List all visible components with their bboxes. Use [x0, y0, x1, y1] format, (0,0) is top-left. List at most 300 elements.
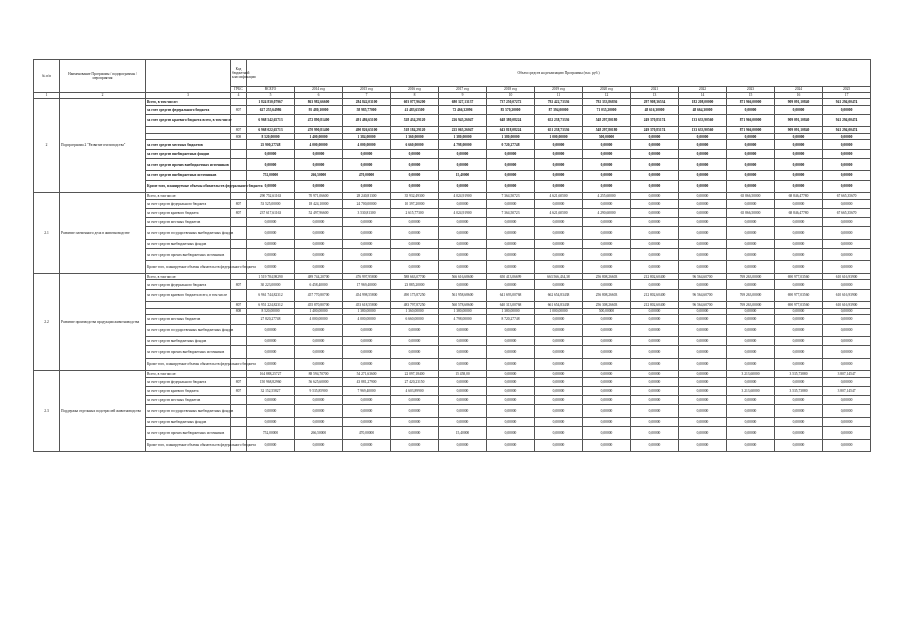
year-value: 48 616,30000 — [631, 105, 679, 114]
year-value: 0,00000 — [727, 346, 775, 359]
year-value: 500,00000 — [583, 308, 631, 315]
year-value: 0,00000 — [583, 405, 631, 418]
year-value: 0,00000 — [631, 227, 679, 240]
year-value: 0,00000 — [343, 149, 391, 158]
year-value: 0,00000 — [295, 227, 343, 240]
column-number: 3 — [146, 93, 231, 99]
year-value: 0,00000 — [727, 149, 775, 158]
year-value: 680 327,13137 — [439, 99, 487, 106]
year-value: 0,00000 — [679, 358, 727, 371]
year-value: 0,00000 — [583, 261, 631, 274]
year-value: 0,00000 — [487, 199, 535, 208]
funding-source — [146, 308, 231, 315]
year-value: 0,00000 — [679, 180, 727, 193]
year-value: 22 097,18400 — [391, 371, 439, 378]
funding-source — [146, 302, 231, 309]
total-value: 290 752,61163 — [247, 193, 295, 200]
total-value: 150 968,82960 — [247, 377, 295, 386]
funding-source: за счет средств прочих внебюджетных источников — [146, 346, 231, 359]
funding-source: за счет средств местных бюджетов — [146, 315, 231, 324]
year-value: 68 846,47780 — [775, 193, 823, 200]
grbs-code — [231, 171, 247, 180]
year-value: 1 400,00000 — [295, 308, 343, 315]
year-value: 470,00000 — [343, 427, 391, 440]
funding-source: за счет средств прочих внебюджетных источников — [146, 427, 231, 440]
year-value: 0,00000 — [487, 180, 535, 193]
grbs-code: 807 — [231, 127, 247, 134]
year-value: 0,00000 — [631, 208, 679, 217]
funding-source: за счет средств местных бюджетов — [146, 140, 231, 149]
year-value: 0,00000 — [391, 427, 439, 440]
year-value: 212 802,60400 — [631, 273, 679, 280]
year-value: 0,00000 — [727, 439, 775, 452]
table-row — [34, 427, 871, 440]
year-value: 71 035,20000 — [583, 105, 631, 114]
year-value: 0,00000 — [295, 218, 343, 227]
funding-source: за счет средств внебюджетных фондов — [146, 417, 231, 426]
column-number: 12 — [583, 93, 631, 99]
year-value: 0,00000 — [583, 396, 631, 405]
year-value: 483 797,87250 — [391, 302, 439, 309]
total-value: 32 152,55827 — [247, 387, 295, 396]
year-value: 610 616,93900 — [823, 273, 871, 280]
year-value: 0,00000 — [823, 405, 871, 418]
year-value: 3 535,73880 — [775, 371, 823, 378]
table-row — [34, 133, 871, 140]
year-value: 6 458,40000 — [295, 280, 343, 289]
year-value: 1 000,00000 — [535, 133, 583, 140]
year-value: 0,00000 — [775, 158, 823, 171]
year-value: 3 535,73880 — [775, 387, 823, 396]
grbs-code — [231, 114, 247, 127]
year-value: 871 966,00000 — [727, 99, 775, 106]
column-number: 14 — [679, 93, 727, 99]
table-row — [34, 199, 871, 208]
year-value: 0,00000 — [295, 248, 343, 261]
year-value: 769 263,00000 — [727, 273, 775, 280]
year-value: 15,40000 — [439, 427, 487, 440]
year-value: 470,00000 — [343, 171, 391, 180]
funding-source: за счет средств краевого бюджета — [146, 208, 231, 217]
total-value: 0,00000 — [247, 358, 295, 371]
total-value: 6 968 542,65713 — [247, 114, 295, 127]
year-value: 0,00000 — [679, 261, 727, 274]
year-value: 88 594,70700 — [295, 371, 343, 378]
year-value: 249 370,85174 — [631, 127, 679, 134]
year-value: 0,00000 — [679, 377, 727, 386]
year-value: 284 842,03100 — [343, 99, 391, 106]
year-value: 0,00000 — [439, 439, 487, 452]
year-value: 0,00000 — [631, 140, 679, 149]
year-value: 0,00000 — [775, 140, 823, 149]
grbs-code: 807 — [231, 105, 247, 114]
year-value: 0,00000 — [487, 324, 535, 337]
year-value: 133 633,90560 — [679, 127, 727, 134]
year-value: 0,00000 — [775, 218, 823, 227]
year-value: 489 744,20700 — [295, 273, 343, 280]
year-value: 0,00000 — [631, 158, 679, 171]
header-year: 2014 год — [295, 87, 343, 93]
year-value: 0,00000 — [535, 315, 583, 324]
funding-source: Кроме того, планируемые объемы обязательств федерального бюджета — [146, 261, 231, 274]
year-value: 4 603,89900 — [391, 387, 439, 396]
year-value: 871 966,00000 — [727, 114, 775, 127]
grbs-code — [231, 396, 247, 405]
total-value: 8 520,00000 — [247, 308, 295, 315]
year-value: 212 802,60400 — [631, 302, 679, 309]
year-value: 4 024,91900 — [439, 208, 487, 217]
header-code: Код бюджетной классификации — [231, 60, 247, 87]
year-value: 0,00000 — [631, 193, 679, 200]
year-value: 0,00000 — [631, 405, 679, 418]
year-value: 0,00000 — [487, 371, 535, 378]
year-value: 0,00000 — [487, 358, 535, 371]
year-value: 0,00000 — [823, 149, 871, 158]
year-value: 226 945,26047 — [439, 114, 487, 127]
grbs-code — [231, 149, 247, 158]
year-value: 0,00000 — [775, 308, 823, 315]
grbs-code: 807 — [231, 387, 247, 396]
year-value: 24 700,00000 — [343, 199, 391, 208]
year-value: 909 091,10840 — [775, 127, 823, 134]
row-index: 2.1 — [34, 193, 60, 274]
row-index: 2.2 — [34, 273, 60, 370]
year-value: 0,00000 — [583, 387, 631, 396]
year-value: 0,00000 — [439, 324, 487, 337]
year-value: 0,00000 — [487, 387, 535, 396]
year-value: 4 000,00000 — [343, 140, 391, 149]
year-value: 0,00000 — [679, 193, 727, 200]
year-value: 0,00000 — [823, 396, 871, 405]
year-value: 0,00000 — [535, 427, 583, 440]
total-value: 1 824 830,07967 — [247, 99, 295, 106]
year-value: 0,00000 — [775, 171, 823, 180]
header-year: 2019 год — [535, 87, 583, 93]
funding-source: за счет средств внебюджетных фондов — [146, 239, 231, 248]
funding-source: за счет средств государственных внебюджетных фондов — [146, 227, 231, 240]
header-year: 2020 год — [583, 87, 631, 93]
funding-source: за счет средств внебюджетных источников — [146, 171, 231, 180]
year-value: 641 693,00768 — [487, 289, 535, 302]
year-value: 0,00000 — [583, 315, 631, 324]
grbs-code — [231, 346, 247, 359]
table-row — [34, 218, 871, 227]
year-value: 0,00000 — [679, 308, 727, 315]
column-number: 13 — [631, 93, 679, 99]
year-value: 0,00000 — [823, 417, 871, 426]
year-value: 457 770,80700 — [295, 289, 343, 302]
header-year: 2021 — [631, 87, 679, 93]
year-value: 0,00000 — [535, 337, 583, 346]
year-value: 0,00000 — [631, 133, 679, 140]
year-value: 256 808,26603 — [583, 273, 631, 280]
year-value: 0,00000 — [535, 248, 583, 261]
grbs-code — [231, 337, 247, 346]
year-value: 0,00000 — [535, 218, 583, 227]
total-value: 0,00000 — [247, 158, 295, 171]
year-value: 0,00000 — [583, 199, 631, 208]
year-value: 470 990,81400 — [295, 127, 343, 134]
year-value: 650 413,06699 — [487, 273, 535, 280]
year-value: 0,00000 — [823, 315, 871, 324]
year-value: 0,00000 — [823, 337, 871, 346]
header-year: 2016 год — [391, 87, 439, 93]
year-value: 0,00000 — [535, 239, 583, 248]
year-value: 0,00000 — [727, 133, 775, 140]
year-value: 0,00000 — [823, 439, 871, 452]
year-value: 455 870,80700 — [295, 302, 343, 309]
year-value: 0,00000 — [439, 218, 487, 227]
year-value: 0,00000 — [343, 239, 391, 248]
year-value: 0,00000 — [679, 140, 727, 149]
year-value: 0,00000 — [727, 337, 775, 346]
year-value: 9 535,85900 — [295, 387, 343, 396]
year-value: 0,00000 — [727, 315, 775, 324]
year-value: 0,00000 — [439, 248, 487, 261]
year-value: 0,00000 — [535, 371, 583, 378]
year-value: 4 621,60500 — [535, 193, 583, 200]
year-value: 0,00000 — [775, 377, 823, 386]
grbs-code: 807 — [231, 199, 247, 208]
year-value: 0,00000 — [679, 158, 727, 171]
funding-source: за счет средств прочих внебюджетных источников — [146, 158, 231, 171]
year-value: 0,00000 — [727, 171, 775, 180]
year-value: 0,00000 — [487, 248, 535, 261]
year-value: 0,00000 — [535, 158, 583, 171]
year-value: 18 424,10000 — [295, 199, 343, 208]
year-value: 0,00000 — [487, 427, 535, 440]
table-row — [34, 105, 871, 114]
year-value: 871 966,00000 — [727, 127, 775, 134]
year-value: 0,00000 — [439, 346, 487, 359]
year-value: 0,00000 — [823, 308, 871, 315]
year-value: 4 621,60500 — [535, 208, 583, 217]
header-year: 2015 год — [343, 87, 391, 93]
year-value: 0,00000 — [583, 324, 631, 337]
year-value: 0,00000 — [535, 396, 583, 405]
year-value: 0,00000 — [775, 315, 823, 324]
year-value: 941 294,00474 — [823, 114, 871, 127]
table-row — [34, 302, 871, 309]
year-value: 0,00000 — [487, 346, 535, 359]
year-value: 0,00000 — [295, 337, 343, 346]
year-value: 690 977,03560 — [775, 289, 823, 302]
year-value: 0,00000 — [391, 337, 439, 346]
year-value: 0,00000 — [679, 315, 727, 324]
year-value: 0,00000 — [631, 315, 679, 324]
year-value: 3 530,81300 — [343, 208, 391, 217]
year-value: 0,00000 — [583, 239, 631, 248]
year-value: 792 333,86836 — [583, 99, 631, 106]
grbs-code: 807 — [231, 377, 247, 386]
year-value: 266,50000 — [295, 171, 343, 180]
year-value: 0,00000 — [679, 417, 727, 426]
year-value: 4 000,00000 — [295, 315, 343, 324]
total-value: 0,00000 — [247, 227, 295, 240]
year-value: 0,00000 — [631, 371, 679, 378]
column-number: 17 — [823, 93, 871, 99]
year-value: 662 654,83438 — [535, 289, 583, 302]
total-value: 6 968 022,65713 — [247, 127, 295, 134]
funding-source: за счет средств федерального бюджета — [146, 280, 231, 289]
funding-source: за счет средств федерального бюджета — [146, 199, 231, 208]
year-value: 0,00000 — [727, 239, 775, 248]
year-value: 0,00000 — [487, 218, 535, 227]
year-value: 0,00000 — [583, 377, 631, 386]
year-value: 663 566,434,38 — [535, 273, 583, 280]
year-value: 0,00000 — [295, 149, 343, 158]
year-value: 491 486,65100 — [343, 114, 391, 127]
header-row — [34, 60, 871, 87]
year-value: 0,00000 — [343, 158, 391, 171]
year-value: 792 422,73336 — [535, 99, 583, 106]
year-value: 0,00000 — [583, 149, 631, 158]
year-value: 4 000,00000 — [295, 140, 343, 149]
year-value: 0,00000 — [535, 180, 583, 193]
year-value: 15,40000 — [439, 171, 487, 180]
year-value: 0,00000 — [823, 239, 871, 248]
year-value: 3 807,14547 — [823, 371, 871, 378]
year-value: 6 660,00000 — [391, 140, 439, 149]
row-index: 2.3 — [34, 371, 60, 452]
year-value: 0,00000 — [727, 308, 775, 315]
column-number: 7 — [343, 93, 391, 99]
funding-source: Всего, в том числе: — [146, 99, 231, 106]
year-value: 68 846,47780 — [775, 208, 823, 217]
total-value: 0,00000 — [247, 405, 295, 418]
year-value: 0,00000 — [823, 140, 871, 149]
year-value: 588 663,07700 — [391, 273, 439, 280]
year-value: 548 297,80180 — [583, 127, 631, 134]
grbs-code — [231, 273, 247, 280]
year-value: 0,00000 — [391, 358, 439, 371]
year-value: 0,00000 — [439, 158, 487, 171]
year-value: 0,00000 — [727, 324, 775, 337]
grbs-code: 808 — [231, 133, 247, 140]
year-value: 96 564,60700 — [679, 289, 727, 302]
year-value: 56 625,60000 — [295, 377, 343, 386]
grbs-code — [231, 315, 247, 324]
year-value: 0,00000 — [391, 239, 439, 248]
year-value: 48 664,30000 — [679, 105, 727, 114]
year-value: 0,00000 — [727, 405, 775, 418]
year-value: 0,00000 — [823, 158, 871, 171]
table-row — [34, 248, 871, 261]
year-value: 249 370,85174 — [631, 114, 679, 127]
column-number: 9 — [439, 93, 487, 99]
funding-source: Всего, в том числе: — [146, 273, 231, 280]
year-value: 0,00000 — [727, 140, 775, 149]
year-value: 0,00000 — [343, 337, 391, 346]
year-value: 0,00000 — [631, 427, 679, 440]
year-value: 0,00000 — [295, 417, 343, 426]
year-value: 0,00000 — [583, 280, 631, 289]
year-value: 0,00000 — [679, 248, 727, 261]
budget-table — [33, 59, 871, 452]
year-value: 0,00000 — [631, 377, 679, 386]
year-value: 0,00000 — [391, 158, 439, 171]
year-value: 0,00000 — [775, 180, 823, 193]
year-value: 67 665,35670 — [823, 208, 871, 217]
table-row — [34, 158, 871, 171]
year-value: 0,00000 — [583, 346, 631, 359]
year-value: 0,00000 — [487, 337, 535, 346]
year-value: 0,00000 — [295, 261, 343, 274]
year-value: 0,00000 — [487, 377, 535, 386]
header-source — [146, 60, 231, 93]
year-value: 266,50000 — [295, 427, 343, 440]
year-value: 72 466,32096 — [439, 105, 487, 114]
year-value: 0,00000 — [487, 171, 535, 180]
year-value: 0,00000 — [391, 218, 439, 227]
year-value: 96 564,60700 — [679, 302, 727, 309]
year-value: 0,00000 — [823, 199, 871, 208]
year-value: 27 420,23150 — [391, 377, 439, 386]
year-value: 0,00000 — [727, 158, 775, 171]
year-value: 0,00000 — [487, 227, 535, 240]
funding-source: за счет средств федерального бюджета — [146, 377, 231, 386]
year-value: 0,00000 — [823, 280, 871, 289]
table-row — [34, 180, 871, 193]
year-value: 0,00000 — [727, 396, 775, 405]
year-value: 490 175,87250 — [391, 289, 439, 302]
year-value: 10 397,20000 — [391, 199, 439, 208]
year-value: 0,00000 — [535, 261, 583, 274]
funding-source: за счет средств государственных внебюджетных фондов — [146, 405, 231, 418]
funding-source: за счет средств местных бюджетов — [146, 396, 231, 405]
year-value: 0,00000 — [727, 427, 775, 440]
table-row — [34, 315, 871, 324]
year-value: 8 720,27748 — [487, 315, 535, 324]
year-value: 1 380,00000 — [439, 308, 487, 315]
total-value: 0,00000 — [247, 417, 295, 426]
year-value: 0,00000 — [439, 377, 487, 386]
year-value: 0,00000 — [775, 280, 823, 289]
total-value: 0,00000 — [247, 239, 295, 248]
year-value: 0,00000 — [823, 261, 871, 274]
column-number: 11 — [535, 93, 583, 99]
year-value: 0,00000 — [775, 227, 823, 240]
year-value: 643 818,08224 — [487, 127, 535, 134]
year-value: 0,00000 — [583, 218, 631, 227]
year-value: 0,00000 — [343, 396, 391, 405]
column-number: 8 — [391, 93, 439, 99]
year-value: 0,00000 — [631, 337, 679, 346]
year-value: 561 958,68600 — [439, 289, 487, 302]
year-value: 133 633,90560 — [679, 114, 727, 127]
year-value: 0,00000 — [343, 324, 391, 337]
year-value: 0,00000 — [391, 405, 439, 418]
table-row — [34, 371, 871, 378]
year-value: 0,00000 — [679, 218, 727, 227]
total-value: 6 961 744,82312 — [247, 289, 295, 302]
year-value: 0,00000 — [583, 417, 631, 426]
year-value: 0,00000 — [679, 171, 727, 180]
table-body — [34, 99, 871, 452]
year-value: 0,00000 — [391, 439, 439, 452]
year-value: 0,00000 — [535, 149, 583, 158]
year-value: 909 091,10840 — [775, 114, 823, 127]
funding-source — [146, 127, 231, 134]
year-value: 0,00000 — [535, 387, 583, 396]
year-value: 0,00000 — [775, 396, 823, 405]
column-number: 4 — [231, 93, 247, 99]
year-value: 0,00000 — [487, 439, 535, 452]
year-value: 0,00000 — [343, 218, 391, 227]
table-row — [34, 289, 871, 302]
year-value: 0,00000 — [775, 239, 823, 248]
grbs-code — [231, 239, 247, 248]
